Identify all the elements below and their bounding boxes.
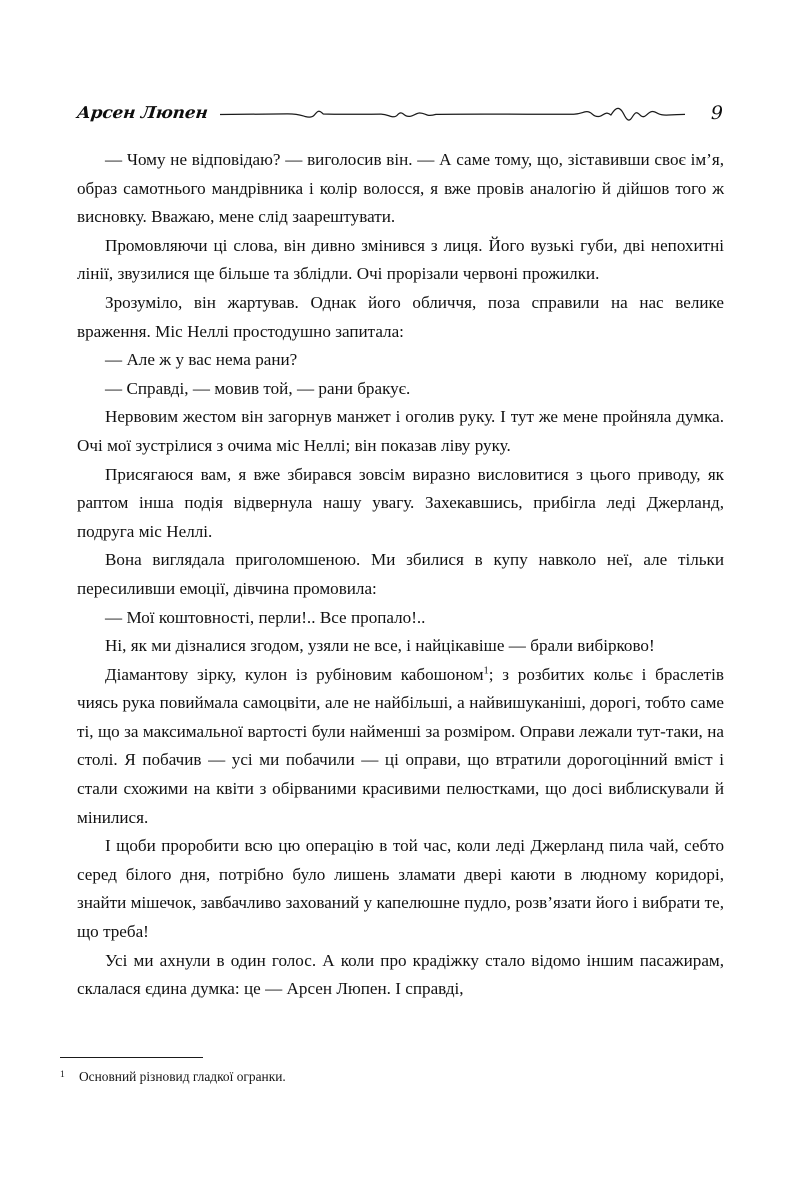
paragraph: Зрозуміло, він жартував. Однак його обличчя, поза справили на нас велике враження. Міс Неллі простодушно запитала: [77, 292, 724, 341]
wavy-rule-ornament-icon [220, 102, 685, 124]
paragraph: — Мої коштовності, перли!.. Все пропало!.. [105, 607, 426, 627]
paragraph-with-footnote [77, 661, 724, 833]
footnote-separator-rule [60, 1057, 203, 1058]
paragraph: І щоби проробити всю цю операцію в той час, коли леді Джерланд пила чай, себто серед білого дня, потрібно було лишень зламати двері каюти в людному коридорі, знайти мішечок, завбачливо захований у капелюшне пудло, розв’язати його і вибрати те, що треба! [77, 836, 724, 942]
body-text-block [77, 146, 724, 1004]
running-head [77, 96, 723, 130]
paragraph: — Чому не відповідаю? — виголосив він. — А саме тому, що, зіставивши своє ім’я, образ самотнього мандрівника і колір волосся, я вже провів аналогію й дійшов того ж висновку. Вважаю, мене слід заарештувати. [77, 150, 724, 227]
page-number: 9 [710, 102, 723, 124]
paragraph: Промовляючи ці слова, він дивно змінився з лиця. Його вузькі губи, дві непохитні лінії, звузилися ще більше та зблідли. Очі прорізали червоні прожилки. [77, 235, 724, 284]
footnote-reference-marker[interactable]: 1 [483, 665, 489, 676]
running-head-title: Арсен Люпен [75, 103, 209, 123]
paragraph-text-before-footnote-ref: Діамантову зірку, кулон із рубіновим кабошоном [105, 664, 484, 684]
paragraph: — Справді, — мовив той, — рани бракує. [105, 378, 411, 398]
footnote-marker: 1 [60, 1070, 65, 1080]
paragraph: Ні, як ми дізналися згодом, узяли не все, і найцікавіше — брали вибірково! [105, 636, 655, 656]
footnote-area [60, 1057, 724, 1086]
footnote-item [60, 1067, 724, 1086]
paragraph: Присягаюся вам, я вже збирався зовсім виразно висловитися з цього приводу, як раптом інша подія відвернула нашу увагу. Захекавшись, прибігла леді Джерланд, подруга міс Неллі. [77, 464, 724, 541]
paragraph: Нервовим жестом він загорнув манжет і оголив руку. І тут же мене пройняла думка. Очі мої зустрілися з очима міс Неллі; він показав ліву руку. [77, 407, 724, 455]
paragraph: Усі ми ахнули в один голос. А коли про крадіжку стало відомо іншим пасажирам, склалася єдина думка: це — Арсен Люпен. І справді, [77, 950, 724, 999]
paragraph-text-after-footnote-ref: ; з розбитих кольє і браслетів чиясь рука повиймала самоцвіти, але не найбільші, а найвишуканіші, дорогі, тобто саме ті, що за максимальної вартості були найменші за розміром. Оправи лежали тут-таки, на столі. Я побачив — усі ми побачили — ці оправи, що втратили дорогоцінний вміст і стали схожими на квіти з обірваними красивими пелюстками, що досі виблискували й мінилися. [77, 664, 724, 827]
paragraph: — Але ж у вас нема рани? [105, 350, 298, 370]
footnote-text: Основний різновид гладкої огранки. [79, 1069, 286, 1084]
paragraph: Вона виглядала приголомшеною. Ми збилися в купу навколо неї, але тільки пересиливши емоції, дівчина промовила: [77, 550, 724, 598]
